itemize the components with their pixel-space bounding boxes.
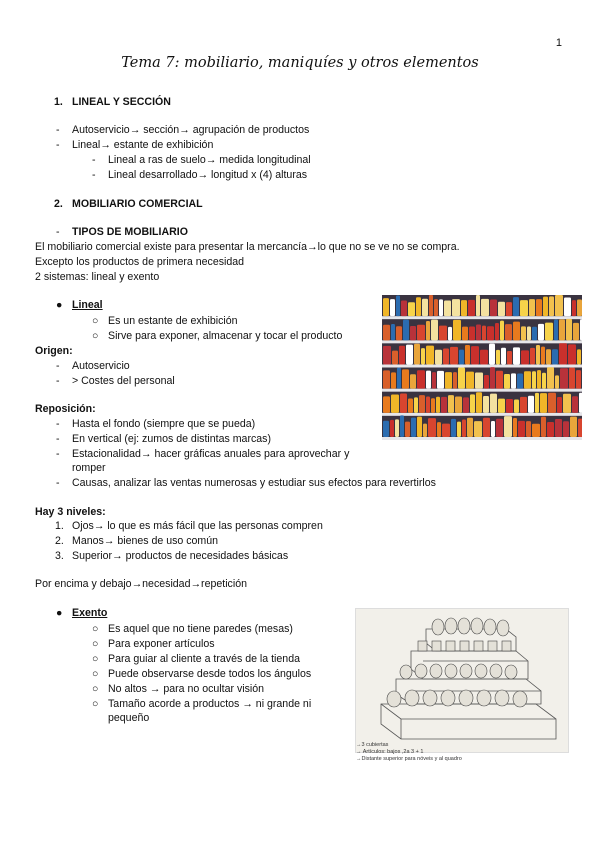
display-table-sketch	[356, 609, 568, 752]
shelf-product	[498, 399, 505, 413]
dash-marker: -	[92, 169, 96, 181]
shelf-illustration	[382, 295, 582, 440]
shelf-product	[429, 295, 433, 316]
caption-line: → Artículos: bajos ,2a 3 + 1	[356, 749, 424, 755]
shelf-product	[572, 396, 578, 413]
shelf-product	[536, 345, 540, 364]
shelf-product	[417, 417, 422, 437]
shelf-product	[518, 421, 525, 437]
shelf-product	[411, 418, 416, 437]
shelf-product	[431, 320, 438, 341]
shelf-product	[498, 302, 505, 316]
shelf-product	[432, 372, 436, 389]
list-item-continuation: romper	[72, 462, 106, 474]
shelf-product	[383, 325, 390, 341]
shelf-product	[546, 349, 551, 364]
exento-label: Exento	[72, 607, 108, 619]
bullet-dot: ●	[56, 299, 63, 311]
shelf-product	[400, 394, 407, 413]
shelf-product	[541, 347, 545, 365]
shelf-product	[483, 418, 490, 437]
shelf-product	[469, 326, 475, 340]
shelf-product	[545, 323, 553, 341]
shelf-product	[579, 393, 582, 413]
shelf-product	[555, 295, 563, 316]
shelf-product	[490, 299, 497, 316]
shelf-product	[490, 367, 495, 389]
list-subitem: Sirve para exponer, almacenar y tocar el producto	[108, 330, 343, 342]
list-subitem: Lineal a ras de suelo→ medida longitudinal	[108, 154, 311, 166]
shelf-product	[572, 300, 576, 316]
shelf-product	[511, 373, 516, 388]
shelf-product	[439, 299, 443, 316]
shelf-product	[403, 320, 409, 341]
shelf-product	[513, 322, 520, 341]
shelf-product	[569, 368, 575, 389]
shelf-product	[406, 345, 413, 365]
shelf-product	[580, 319, 582, 340]
shelf-product	[419, 395, 425, 413]
shelf-product	[448, 395, 454, 413]
shelf-product	[462, 327, 468, 341]
subsection-heading: TIPOS DE MOBILIARIO	[72, 226, 188, 238]
shelf-product	[426, 397, 430, 413]
niveles-label: Hay 3 niveles:	[35, 506, 106, 518]
shelf-product	[417, 325, 425, 341]
circle-bullet: ○	[92, 330, 99, 342]
numbered-item: Manos→ bienes de uso común	[72, 535, 219, 547]
shelf-product	[573, 323, 579, 341]
shelf-product	[383, 298, 389, 316]
shelf-product	[501, 348, 506, 365]
section-1-number: 1.	[54, 96, 63, 108]
circle-bullet: ○	[92, 668, 99, 680]
shelf-plank	[382, 413, 582, 416]
shelf-product	[530, 348, 535, 365]
shelf-product	[396, 326, 402, 340]
shelf-product	[490, 394, 497, 413]
shelf-product	[416, 297, 421, 316]
shelf-product	[547, 367, 554, 388]
dash-marker: -	[56, 139, 60, 151]
shelf-product	[520, 300, 528, 316]
shelf-product	[500, 321, 504, 341]
dash-marker: -	[56, 448, 60, 460]
shelf-product	[437, 371, 444, 389]
shelf-product	[410, 374, 416, 388]
circle-bullet: ○	[92, 698, 99, 710]
numbered-marker: 2.	[55, 535, 64, 547]
shelf-product	[483, 396, 489, 413]
paragraph-line: 2 sistemas: lineal y exento	[35, 271, 160, 283]
shelf-product	[451, 419, 456, 437]
bullet-dot: ●	[56, 607, 63, 619]
sketch-caption	[356, 742, 462, 763]
shelf-plank	[382, 365, 582, 368]
list-item: > Costes del personal	[72, 375, 175, 387]
shelf-product	[560, 368, 568, 388]
lineal-label: Lineal	[72, 299, 103, 311]
list-item: Hasta el fondo (siempre que se pueda)	[72, 418, 256, 430]
caption-line: →3 cubiertas	[356, 742, 389, 748]
list-subitem-continuation: pequeño	[108, 712, 150, 724]
shelf-product	[391, 395, 399, 413]
shelf-product	[549, 296, 554, 316]
reposicion-label: Reposición:	[35, 403, 96, 415]
shelf-product	[417, 370, 425, 388]
shelf-product	[543, 297, 548, 317]
shelf-product	[423, 424, 427, 437]
shelf-product	[422, 299, 428, 316]
shelf-product	[521, 350, 529, 364]
shelf-product	[557, 397, 562, 413]
shelf-product	[528, 396, 534, 413]
shelf-product	[568, 344, 576, 364]
shelf-product	[547, 422, 554, 437]
list-item: En vertical (ej: zumos de distintas marcas)	[72, 433, 271, 445]
numbered-item: Ojos→ lo que es más fácil que las personas compren	[72, 520, 323, 532]
shelf-product	[482, 326, 486, 341]
shelf-product	[444, 300, 451, 316]
shelf-product	[535, 393, 539, 413]
list-subitem: Es un estante de exhibición	[108, 315, 238, 327]
shelf-product	[570, 417, 577, 437]
shelf-plank	[382, 316, 582, 319]
shelf-product	[504, 374, 510, 389]
shelf-product	[521, 326, 526, 340]
shelf-product	[513, 297, 519, 316]
shelf-product	[448, 327, 452, 340]
dash-marker: -	[56, 226, 60, 238]
shelf-product	[532, 327, 537, 341]
shelf-product	[537, 370, 541, 389]
circle-bullet: ○	[92, 315, 99, 327]
shelf-product	[408, 399, 413, 413]
shelf-product	[462, 420, 466, 437]
list-subitem: Puede observarse desde todos los ángulos	[108, 668, 312, 680]
shelf-product	[383, 346, 391, 365]
shelf-product	[402, 369, 409, 388]
shelf-product	[453, 320, 461, 340]
shelf-product	[559, 343, 567, 364]
shelf-product	[410, 326, 416, 340]
circle-bullet: ○	[92, 638, 99, 650]
dash-marker: -	[56, 433, 60, 445]
shelf-product	[541, 417, 546, 437]
shelf-product	[506, 399, 513, 413]
section-2-number: 2.	[54, 198, 63, 210]
shelf-product	[476, 295, 480, 316]
list-subitem: Es aquel que no tiene paredes (mesas)	[108, 623, 293, 635]
shelf-product	[532, 424, 540, 437]
shelf-product	[442, 424, 450, 437]
shelf-product	[481, 299, 489, 316]
shelf-product	[436, 397, 440, 413]
shelf-product	[465, 345, 470, 365]
shelf-product	[474, 421, 482, 437]
caption-line: →Distante superior para nóveis y al quadro	[356, 756, 462, 762]
shelf-product	[390, 299, 395, 316]
shelf-product	[476, 325, 481, 341]
shelf-product	[434, 299, 438, 316]
dash-marker: -	[56, 477, 60, 489]
shelf-product	[577, 349, 581, 364]
list-item: Autoservicio→ sección→ agrupación de productos	[72, 124, 310, 136]
shelf-product	[443, 349, 449, 365]
shelf-product	[520, 397, 527, 413]
shelf-product	[391, 372, 396, 388]
shelf-product	[401, 300, 407, 316]
shelf-product	[507, 351, 512, 365]
shelf-plank	[382, 437, 582, 440]
shelf-product	[467, 418, 473, 437]
paragraph-line: Por encima y debajo→necesidad→repetición	[35, 578, 247, 590]
shelf-product	[559, 319, 565, 340]
shelf-product	[435, 350, 442, 365]
display-table-sketch-image	[355, 608, 569, 753]
circle-bullet: ○	[92, 653, 99, 665]
shelf-product	[445, 372, 452, 389]
shelf-product	[536, 299, 542, 316]
shelf-product	[578, 419, 582, 437]
shelf-product	[517, 374, 523, 389]
list-item: Causas, analizar las ventas numerosas y estudiar sus efectos para revertirlos	[72, 477, 436, 489]
numbered-marker: 1.	[55, 520, 64, 532]
shelf-product	[400, 415, 404, 437]
shelf-product	[564, 297, 571, 316]
shelf-product	[426, 346, 434, 365]
list-subitem: Lineal desarrollado→ longitud x (4) alturas	[108, 169, 308, 181]
shelf-product	[491, 421, 495, 437]
list-subitem: No altos → para no ocultar visión	[108, 683, 265, 695]
dash-marker: -	[92, 154, 96, 166]
circle-bullet: ○	[92, 683, 99, 695]
shelf-product	[524, 371, 531, 388]
shelf-product	[489, 344, 495, 365]
shelf-product	[439, 326, 447, 341]
dash-marker: -	[56, 375, 60, 387]
shelf-product	[399, 346, 405, 365]
shelf-product	[554, 319, 558, 340]
shelf-product	[548, 393, 556, 413]
shelf-product	[414, 344, 420, 365]
shelf-product	[441, 397, 447, 413]
shelf-product	[496, 371, 503, 389]
shelf-product	[505, 324, 512, 340]
shelf-product	[504, 416, 512, 437]
shelf-product	[421, 348, 425, 364]
shelf-product	[437, 422, 441, 437]
shelf-product	[470, 394, 475, 412]
page-title: Tema 7: mobiliario, maniquíes y otros elementos	[121, 55, 479, 71]
shelf-product	[563, 421, 569, 437]
shelf-product	[405, 422, 410, 437]
paragraph-line: El mobiliario comercial existe para presentar la mercancía→lo que no se ve no se compra.	[35, 241, 460, 253]
shelf-product	[506, 302, 512, 316]
shelf-product	[577, 300, 582, 317]
shelf-product	[431, 398, 435, 413]
shelf-product	[383, 370, 390, 388]
shelf-product	[526, 421, 531, 437]
shelf-product	[455, 397, 462, 413]
shelf-plank	[382, 389, 582, 392]
shelf-product	[461, 300, 467, 316]
list-subitem: Para guiar al cliente a través de la tienda	[108, 653, 300, 665]
shelf-product	[463, 397, 469, 412]
shelf-product	[513, 347, 520, 364]
shelf-product	[566, 319, 572, 340]
shelf-product	[480, 350, 488, 365]
supermarket-shelf-image	[382, 295, 582, 440]
shelf-product	[538, 324, 544, 340]
shelf-product	[484, 375, 489, 389]
section-2-heading: MOBILIARIO COMERCIAL	[72, 198, 203, 210]
shelf-product	[529, 299, 535, 316]
shelf-product	[392, 351, 398, 365]
shelf-product	[555, 419, 562, 437]
shelf-product	[466, 372, 474, 389]
shelf-product	[453, 372, 457, 388]
shelf-product	[476, 392, 482, 413]
shelf-product	[450, 347, 458, 365]
shelf-product	[471, 346, 479, 364]
shelf-product	[459, 350, 464, 365]
shelf-product	[542, 373, 546, 389]
shelf-product	[496, 419, 503, 437]
shelf-plank	[382, 340, 582, 343]
shelf-product	[555, 375, 559, 388]
circle-bullet: ○	[92, 623, 99, 635]
shelf-product	[513, 418, 517, 437]
shelf-product	[487, 326, 494, 340]
shelf-product	[390, 420, 394, 437]
list-item: Lineal→ estante de exhibición	[72, 139, 214, 151]
shelf-product	[391, 324, 395, 340]
dash-marker: -	[56, 124, 60, 136]
shelf-product	[458, 368, 465, 389]
shelf-product	[383, 421, 389, 437]
shelf-product	[495, 323, 499, 340]
shelf-product	[576, 370, 581, 388]
shelf-product	[426, 321, 430, 340]
shelf-product	[552, 349, 558, 364]
list-subitem: Tamaño acorde a productos → ni grande ni	[108, 698, 312, 710]
list-item: Estacionalidad→ hacer gráficas anuales para aprovechar y	[72, 448, 350, 460]
shelf-product	[452, 299, 460, 316]
shelf-product	[397, 368, 401, 389]
list-item: Autoservicio	[72, 360, 130, 372]
section-1-heading: LINEAL Y SECCIÓN	[72, 96, 171, 108]
shelf-product	[428, 418, 436, 437]
shelf-product	[540, 393, 547, 413]
shelf-product	[457, 422, 461, 437]
shelf-product	[475, 372, 483, 388]
page-number: 1	[555, 37, 562, 49]
paragraph-line: Excepto los productos de primera necesidad	[35, 256, 245, 268]
shelf-product	[468, 300, 475, 316]
numbered-item: Superior→ productos de necesidades básicas	[72, 550, 289, 562]
shelf-product	[426, 371, 431, 389]
shelf-product	[395, 419, 399, 437]
shelf-product	[514, 400, 519, 413]
shelf-product	[414, 397, 418, 412]
shelf-product	[383, 396, 390, 412]
numbered-marker: 3.	[55, 550, 64, 562]
shelf-product	[532, 371, 536, 388]
list-subitem: Para exponer artículos	[108, 638, 215, 650]
shelf-product	[396, 295, 400, 316]
shelf-product	[563, 394, 571, 413]
shelf-product	[527, 326, 531, 340]
shelf-product	[408, 302, 415, 316]
dash-marker: -	[56, 418, 60, 430]
dash-marker: -	[56, 360, 60, 372]
shelf-product	[496, 350, 500, 365]
origen-label: Origen:	[35, 345, 73, 357]
